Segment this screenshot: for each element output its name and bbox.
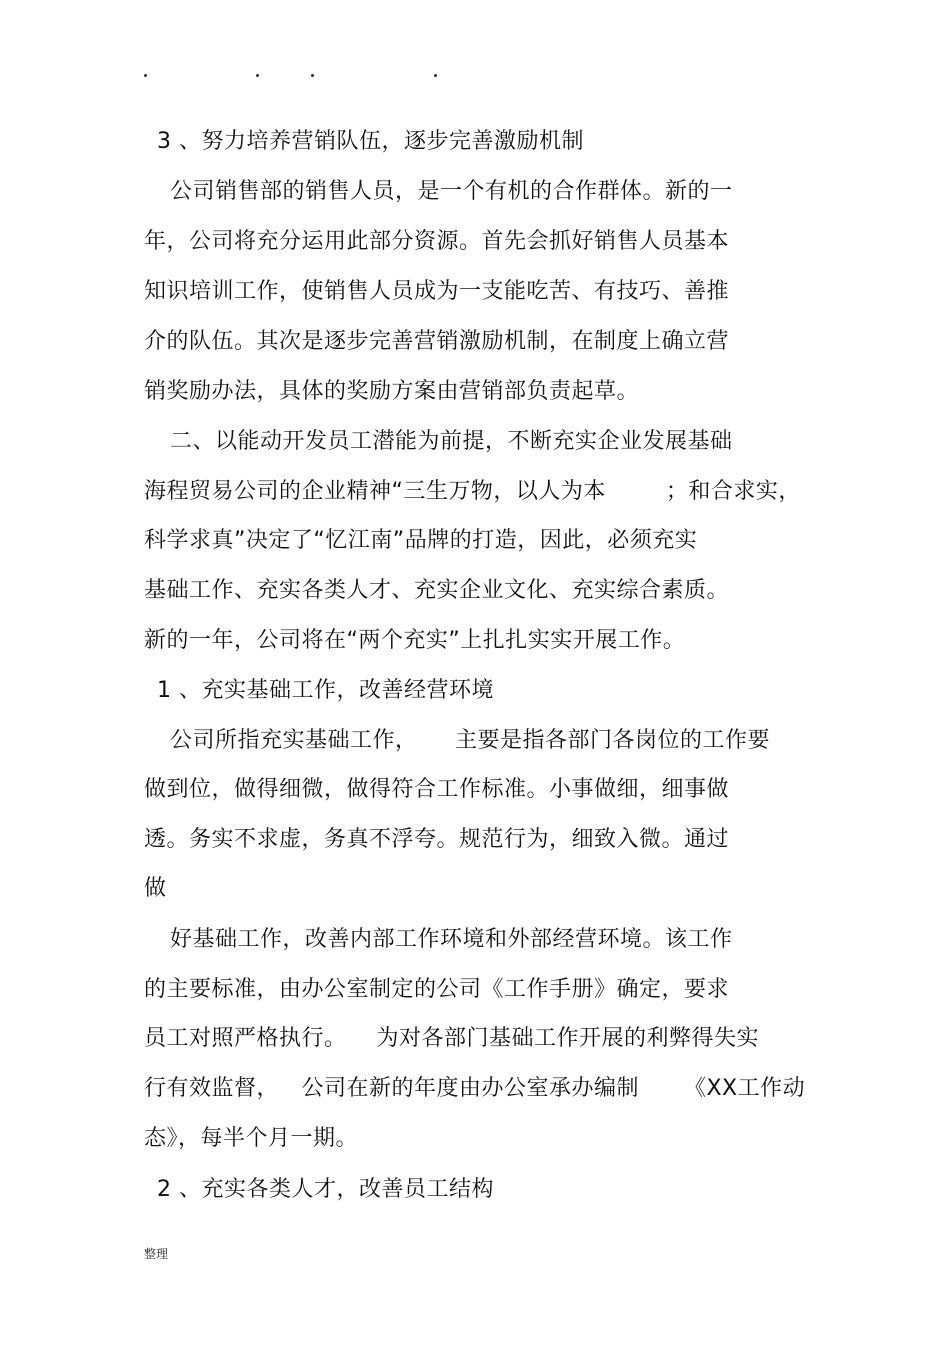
paragraph-line: 年，公司将充分运用此部分资源。首先会抓好销售人员基本 [144, 229, 730, 254]
header-dot [256, 74, 259, 77]
paragraph-line: 公司销售部的销售人员，是一个有机的合作群体。新的一 [170, 179, 733, 204]
paragraph-line: 态》，每半个月一期。 [144, 1126, 359, 1151]
paragraph-line: 透。务实不求虚，务真不浮夸。规范行为，细致入微。通过 [144, 827, 730, 852]
paragraph-line: 做 [144, 876, 167, 901]
footer-label: 整理 [144, 1247, 169, 1261]
paragraph-line: 知识培训工作，使销售人员成为一支能吃苦、有技巧、善推 [144, 279, 730, 304]
paragraph-line: 的主要标准，由办公室制定的公司《工作手册》确定，要求 [144, 977, 730, 1002]
header-dots [0, 74, 950, 84]
paragraph-line: 科学求真”决定了“忆江南”品牌的打造，因此，必须充实 [144, 528, 698, 553]
paragraph-line: 基础工作、充实各类人才、充实企业文化、充实综合素质。 [144, 578, 730, 603]
paragraph-line: 公司所指充实基础工作， 主要是指各部门各岗位的工作要 [170, 728, 770, 753]
paragraph-line: 新的一年，公司将在“两个充实”上扎扎实实开展工作。 [144, 628, 686, 653]
paragraph-line: 做到位，做得细微，做得符合工作标准。小事做细，细事做 [144, 777, 730, 802]
paragraph-line: 员工对照严格执行。 为对各部门基础工作开展的利弊得失实 [144, 1026, 759, 1051]
header-dot [144, 74, 147, 77]
section-heading-2: 二、以能动开发员工潜能为前提，不断充实企业发展基础 [170, 429, 733, 454]
heading-item-1: 1 、充实基础工作，改善经营环境 [157, 678, 494, 703]
paragraph-line: 行有效监督， 公司在新的年度由办公室承办编制 《XX工作动 [144, 1076, 806, 1101]
header-dot [311, 74, 314, 77]
paragraph-line: 介的队伍。其次是逐步完善营销激励机制，在制度上确立营 [144, 329, 730, 354]
heading-item-2: 2 、充实各类人才，改善员工结构 [157, 1177, 494, 1202]
paragraph-line: 销奖励办法，具体的奖励方案由营销部负责起草。 [144, 379, 640, 404]
header-dot [434, 74, 437, 77]
paragraph-line: 海程贸易公司的企业精神“三生万物，以人为本 ；和合求实， [144, 479, 801, 504]
paragraph-line: 好基础工作，改善内部工作环境和外部经营环境。该工作 [170, 927, 733, 952]
heading-item-3: 3 、努力培养营销队伍，逐步完善激励机制 [157, 129, 584, 154]
